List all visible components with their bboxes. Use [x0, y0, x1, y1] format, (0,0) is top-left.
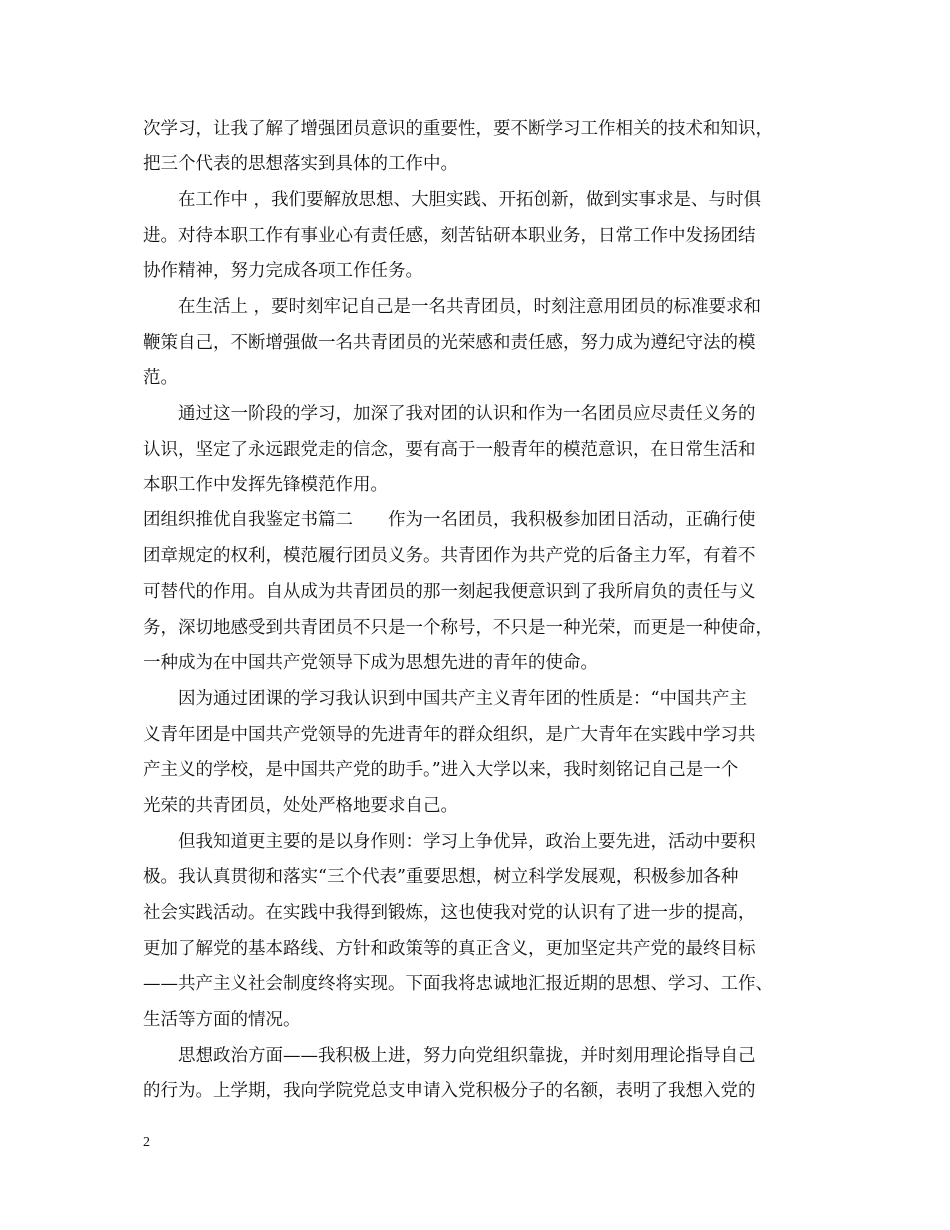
text-line: 鞭策自己，不断增强做一名共青团员的光荣感和责任感，努力成为遵纪守法的模	[143, 333, 756, 353]
text-line: 思想政治方面——我积极上进，努力向党组织靠拢，并时刻用理论指导自己	[143, 1046, 756, 1066]
text-line: 的行为。上学期，我向学院党总支申请入党积极分子的名额，表明了我想入党的	[143, 1081, 756, 1101]
text-line: 极。我认真贯彻和落实“三个代表”重要思想，树立科学发展观，积极参加各种	[143, 867, 739, 887]
text-line: 团章规定的权利，模范履行团员义务。共青团作为共产党的后备主力军，有着不	[143, 546, 756, 566]
text-line: 次学习，让我了解了增强团员意识的重要性，要不断学习工作相关的技术和知识，	[143, 119, 773, 139]
text-line: 本职工作中发挥先锋模范作用。	[143, 475, 388, 495]
text-line: 一种成为在中国共产党领导下成为思想先进的青年的使命。	[143, 653, 598, 673]
text-line: 认识，坚定了永远跟党走的信念，要有高于一般青年的模范意识，在日常生活和	[143, 440, 756, 460]
text-line: 但我知道更主要的是以身作则：学习上争优异，政治上要先进，活动中要积	[143, 832, 756, 852]
text-line: 把三个代表的思想落实到具体的工作中。	[143, 154, 458, 174]
text-line: 通过这一阶段的学习，加深了我对团的认识和作为一名团员应尽责任义务的	[143, 404, 756, 424]
page-number: 2	[143, 1135, 150, 1150]
text-line: ——共产主义社会制度终将实现。下面我将忠诚地汇报近期的思想、学习、工作、	[143, 974, 773, 994]
text-line: 产主义的学校，是中国共产党的助手。”进入大学以来，我时刻铭记自己是一个	[143, 760, 739, 780]
text-line: 范。	[143, 368, 178, 388]
text-line: 协作精神，努力完成各项工作任务。	[143, 261, 423, 281]
text-line: 进。对待本职工作有事业心有责任感，刻苦钻研本职业务，日常工作中发扬团结	[143, 226, 756, 246]
text-line: 义青年团是中国共产党领导的先进青年的群众组织，是广大青年在实践中学习共	[143, 725, 756, 745]
text-line: 在工作中 ，我们要解放思想、大胆实践、开拓创新，做到实事求是、与时俱	[143, 190, 762, 210]
text-line: 因为通过团课的学习我认识到中国共产主义青年团的性质是：“中国共产主	[143, 689, 747, 709]
text-line: 社会实践活动。在实践中我得到锻炼，这也使我对党的认识有了进一步的提高，	[143, 903, 756, 923]
text-line: 光荣的共青团员，处处严格地要求自己。	[143, 796, 458, 816]
text-line: 可替代的作用。自从成为共青团员的那一刻起我便意识到了我所肩负的责任与义	[143, 582, 756, 602]
section-heading-line: 团组织推优自我鉴定书篇二 作为一名团员，我积极参加团日活动，正确行使	[143, 510, 756, 530]
text-line: 务，深切地感受到共青团员不只是一个称号，不只是一种光荣，而更是一种使命，	[143, 618, 773, 638]
text-line: 在生活上 ，要时刻牢记自己是一名共青团员，时刻注意用团员的标准要求和	[143, 297, 762, 317]
text-line: 生活等方面的情况。	[143, 1010, 301, 1030]
text-line: 更加了解党的基本路线、方针和政策等的真正含义，更加坚定共产党的最终目标	[143, 939, 756, 959]
